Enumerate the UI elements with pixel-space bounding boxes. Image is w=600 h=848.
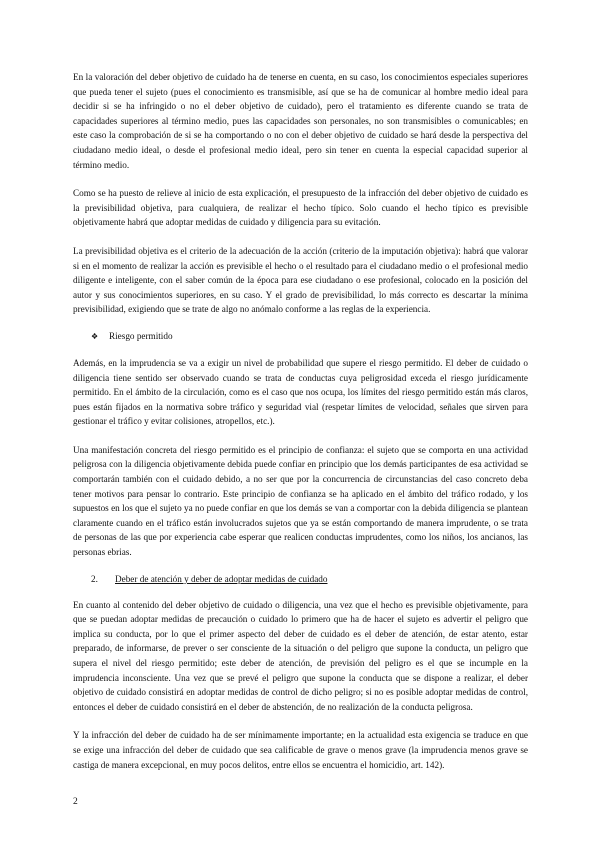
- section-heading: [91, 572, 528, 586]
- paragraph-conocimientos-especiales: En la valoración del deber objetivo de cuidado ha de tenerse en cuenta, en su caso, los conocimientos especiales superiores que pueda tener el sujeto (pues el conocimiento es transmisible, así que se ha de comunicar al hombre medio ideal para decidir si se ha infringido o no el deber objetivo de cuidado), pero el tratamiento es diferente cuando se trata de capacidades superiores al término medio, pues las capacidades son personales, no son transmisibles o comunicables; en este caso la comprobación de si se ha comportando o no con el deber objetivo de cuidado se hará desde la perspectiva del ciudadano medio ideal, o desde el profesional medio ideal, pero sin tener en cuenta la especial capacidad superior al término medio.: [73, 72, 528, 170]
- paragraph-riesgo-permitido: Además, en la imprudencia se va a exigir un nivel de probabilidad que supere el riesgo permitido. El deber de cuidado o diligencia tiene sentido ser observado cuando se trata de conductas cuya peligrosidad exceda el riesgo jurídicamente permitido. En el ámbito de la circulación, como es el caso que nos ocupa, los límites del riesgo permitido están más claros, pues están fijados en la normativa sobre tráfico y seguridad vial (respetar límites de velocidad, señales que sirven para gestionar el tráfico y evitar colisiones, atropellos, etc.).: [73, 357, 528, 427]
- bullet-label: Riesgo permitido: [109, 330, 173, 341]
- section-number: 2.: [91, 573, 98, 584]
- paragraph-infraccion-deber: Y la infracción del deber de cuidado ha de ser mínimamente importante; en la actualidad esta exigencia se traduce en que se exige una infracción del deber de cuidado que sea calificable de grave o menos grave (la imprudencia menos grave se castiga de manera excepcional, en muy pocos delitos, entre ellos se encuentra el homicidio, art. 142).: [73, 730, 528, 770]
- diamond-bullet-icon: ❖: [91, 331, 99, 341]
- page-content: [73, 70, 528, 772]
- paragraph-principio-confianza: Una manifestación concreta del riesgo permitido es el principio de confianza: el sujeto que se comporta en una actividad peligrosa con la diligencia objetivamente debida puede confiar en principio que los demás participantes de esa actividad se comportarán también con el cuidado debido, a no ser que por la concurrencia de circunstancias del caso concreto deba tener motivos para pensar lo contrario. Este principio de confianza se ha aplicado en el ámbito del tráfico rodado, y los supuestos en los que el sujeto ya no puede confiar en que los demás se van a comportar con la debida diligencia se plantean claramente cuando en el tráfico están involucrados sujetos que ya se están comportando de manera imprudente, o se trata de personas de las que por experiencia cabe esperar que realicen conductas imprudentes, como los niños, los ancianos, las personas ebrias.: [73, 444, 528, 558]
- paragraph-contenido-deber: En cuanto al contenido del deber objetivo de cuidado o diligencia, una vez que el hecho es previsible objetivamente, para que se puedan adoptar medidas de precaución o cuidado lo primero que ha de hacer el sujeto es advertir el peligro que implica su conducta, por lo que el primer aspecto del deber de cuidado es el deber de atención, de estar atento, estar preparado, de informarse, de prever o ser consciente de la situación o del peligro que supone la conducta, un peligro que supera el nivel del riesgo permitido; este deber de atención, de previsión del peligro es el que se incumple en la imprudencia inconsciente. Una vez que se prevé el peligro que supone la conducta que se dispone a realizar, el deber objetivo de cuidado consistirá en adoptar medidas de control de dicho peligro; si no es posible adoptar medidas de control, entonces el deber de cuidado consistirá en el deber de abstención, de no realización de la conducta peligrosa.: [73, 599, 528, 712]
- section-title: Deber de atención y deber de adoptar medidas de cuidado: [115, 573, 328, 584]
- paragraph-previsibilidad-objetiva: La previsibilidad objetiva es el criterio de la adecuación de la acción (criterio de la imputación objetiva): habrá que valorar si en el momento de realizar la acción es previsible el hecho o el resultado para el ciudadano medio o el profesional medio diligente e inteligente, con el saber común de la época para ese ciudadano o ese profesional, colocado en la posición del autor y sus conocimientos superiores, en su caso. Y el grado de previsibilidad, lo más correcto es descartar la mínima previsibilidad, exigiendo que se trate de algo no anómalo conforme a las reglas de la experiencia.: [73, 245, 528, 315]
- paragraph-presupuesto-previsibilidad: Como se ha puesto de relieve al inicio de esta explicación, el presupuesto de la infracción del deber objetivo de cuidado es la previsibilidad objetiva, para cualquiera, de realizar el hecho típico. Solo cuando el hecho típico es previsible objetivamente habrá que adoptar medidas de cuidado y diligencia para su evitación.: [73, 188, 528, 228]
- page-number: 2: [73, 797, 78, 807]
- bullet-item-riesgo-permitido: [91, 329, 528, 344]
